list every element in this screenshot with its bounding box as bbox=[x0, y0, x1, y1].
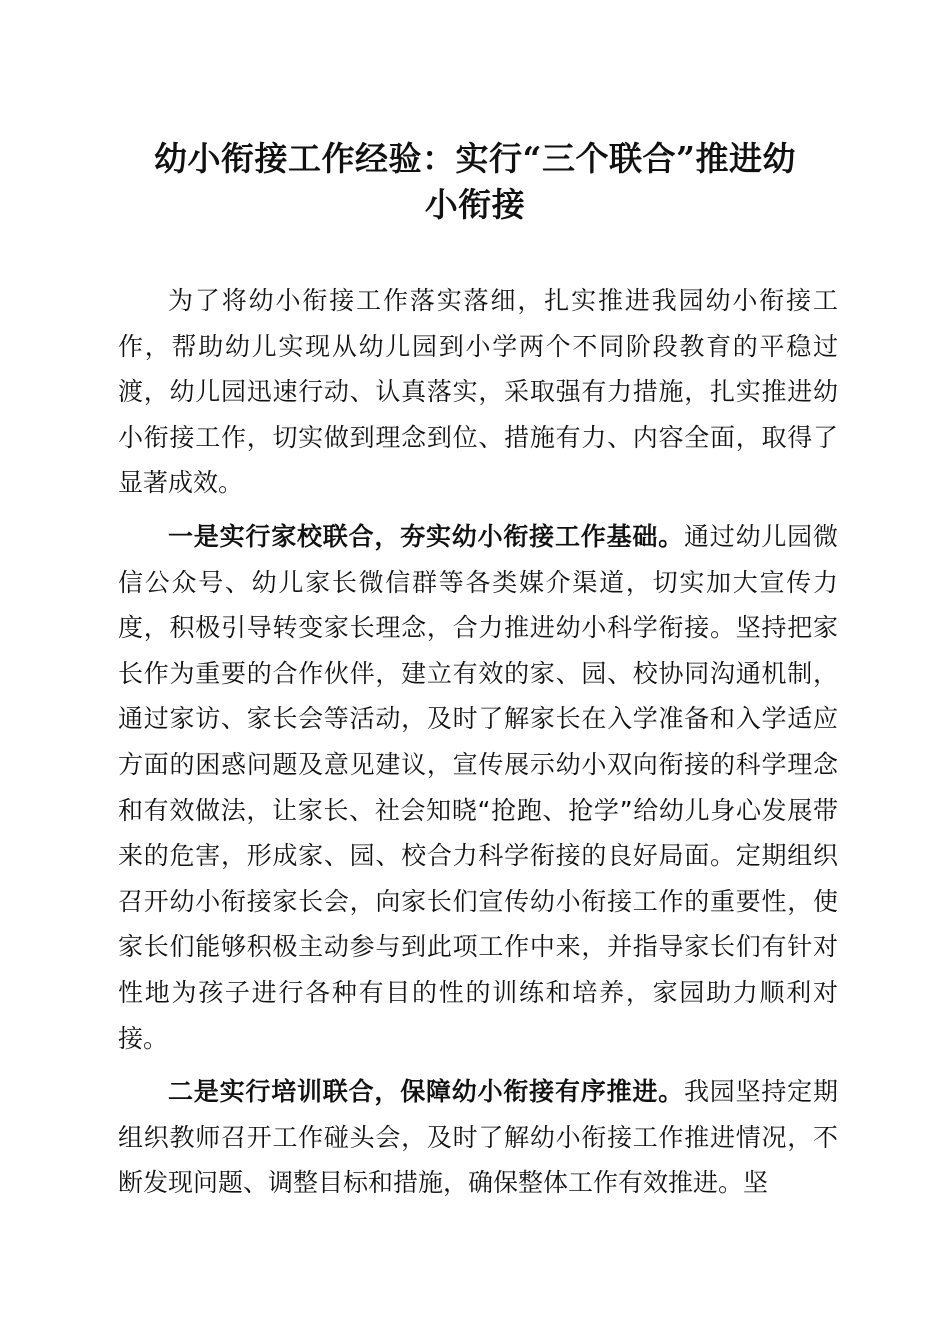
paragraph-text: 我园坚持定期组织教师召开工作碰头会，及时了解幼小衔接工作推进情况，不断发现问题、调整目标和措施，确保整体工作有效推进。坚 bbox=[118, 1077, 838, 1198]
document-title-line-2: 小衔接 bbox=[424, 185, 526, 224]
document-title-line-1: 幼小衔接工作经验：实行“三个联合”推进幼 bbox=[154, 139, 796, 178]
paragraph-intro bbox=[118, 278, 838, 506]
paragraph-text: 为了将幼小衔接工作落实落细，扎实推进我园幼小衔接工作，帮助幼儿实现从幼儿园到小学两个不同阶段教育的平稳过渡，幼儿园迅速行动、认真落实，采取强有力措施，扎实推进幼小衔接工作，切实做到理念到位、措施有力、内容全面，取得了显著成效。 bbox=[118, 286, 838, 498]
paragraph-text: 通过幼儿园微信公众号、幼儿家长微信群等各类媒介渠道，切实加大宣传力度，积极引导转变家长理念，合力推进幼小科学衔接。坚持把家长作为重要的合作伙伴，建立有效的家、园、校协同沟通机制，通过家访、家长会等活动，及时了解家长在入学准备和入学适应方面的困惑问题及意见建议，宣传展示幼小双向衔接的科学理念和有效做法，让家长、社会知晓“抢跑、抢学”给幼儿身心发展带来的危害，形成家、园、校合力科学衔接的良好局面。定期组织召开幼小衔接家长会，向家长们宣传幼小衔接工作的重要性，使家长们能够积极主动参与到此项工作中来，并指导家长们有针对性地为孩子进行各种有目的性的训练和培养，家园助力顺利对接。 bbox=[118, 521, 838, 1053]
paragraph-family-school bbox=[118, 514, 838, 1061]
document-body bbox=[118, 278, 838, 1206]
paragraph-lead: 二是实行培训联合，保障幼小衔接有序推进。 bbox=[168, 1077, 684, 1107]
paragraph-lead: 一是实行家校联合，夯实幼小衔接工作基础。 bbox=[168, 521, 684, 551]
paragraph-training bbox=[118, 1069, 838, 1206]
